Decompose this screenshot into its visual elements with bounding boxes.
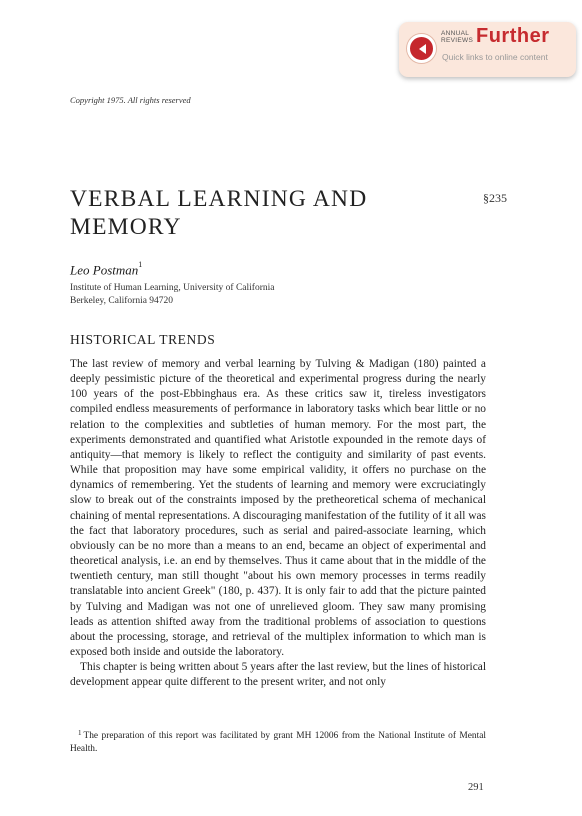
page-number: 291	[468, 782, 484, 793]
section-number: §235	[483, 191, 507, 205]
footnote-text: The preparation of this report was facilitated by grant MH 12006 from the National Institute of Mental Health.	[70, 731, 486, 754]
author-name-text: Leo Postman	[70, 262, 139, 278]
copyright-notice: Copyright 1975. All rights reserved	[70, 95, 191, 105]
publisher-name	[441, 30, 473, 44]
further-links-badge[interactable]	[399, 22, 576, 77]
publisher-line-2: REVIEWS	[441, 37, 474, 44]
quick-links-subline[interactable]: Quick links to online content	[442, 52, 548, 62]
publisher-line-1: ANNUAL	[441, 30, 470, 37]
footnote-mark: 1	[78, 729, 82, 737]
further-headline[interactable]: Further	[476, 25, 550, 47]
author-name	[70, 262, 142, 278]
affiliation-line-2: Berkeley, California 94720	[70, 296, 174, 306]
paragraph-2: This chapter is being written about 5 years after the last review, but the lines of historical development appear quite different to the present writer, and not only	[70, 661, 486, 689]
paragraph-1: The last review of memory and verbal learning by Tulving & Madigan (180) painted a deeply pessimistic picture of the theoretical and experimental progress during the nearly 100 years of the post-Ebbinghaus era. As these critics saw it, tireless investigators compiled endless measurements of performance in laboratory tasks which bear little or no relation to the complexities and subtleties of human memory. For the most part, the experiments demonstrated and quantified what Aristotle expounded in the remote days of antiquity—that memory is likely to reflect the contiguity and similarity of past events. While that proposition may have some empirical validity, it offers no purchase on the dynamics of remembering. Yet the students of learning and memory were excruciatingly slow to break out of the constraints imposed by the pretheoretical schema of mechanical chaining of mental representations. A discouraging manifestation of the futility of it all was the fact that laboratory procedures, such as serial and paired-associate learning, which obviously can be no more than a means to an end, became an object of experimental and theoretical analysis, i.e. an end by themselves. Thus it came about that in the middle of the twentieth century, man still thought "about his own memory processes in terms readily translatable into ancient Greek" (180, p. 437). It is only fair to add that the picture painted by Tulving and Madigan was not one of unrelieved gloom. They saw many promising leads as attention shifted away from the traditional problems of association to questions about the processing, storage, and retrieval of the multiplex information to which man is exposed both inside and outside the laboratory.	[70, 358, 486, 658]
play-arrow-glyph	[417, 43, 429, 55]
footnote	[70, 730, 486, 756]
body-text	[70, 357, 486, 690]
affiliation-line-1: Institute of Human Learning, University of California	[70, 283, 275, 293]
title-line-1: VERBAL LEARNING AND	[70, 186, 368, 212]
title-line-2: MEMORY	[70, 214, 182, 240]
article-title	[70, 185, 410, 241]
author-footnote-mark: 1	[138, 260, 143, 269]
author-affiliation	[70, 282, 274, 308]
section-heading: HISTORICAL TRENDS	[70, 332, 216, 347]
play-arrow-icon[interactable]	[407, 34, 436, 63]
